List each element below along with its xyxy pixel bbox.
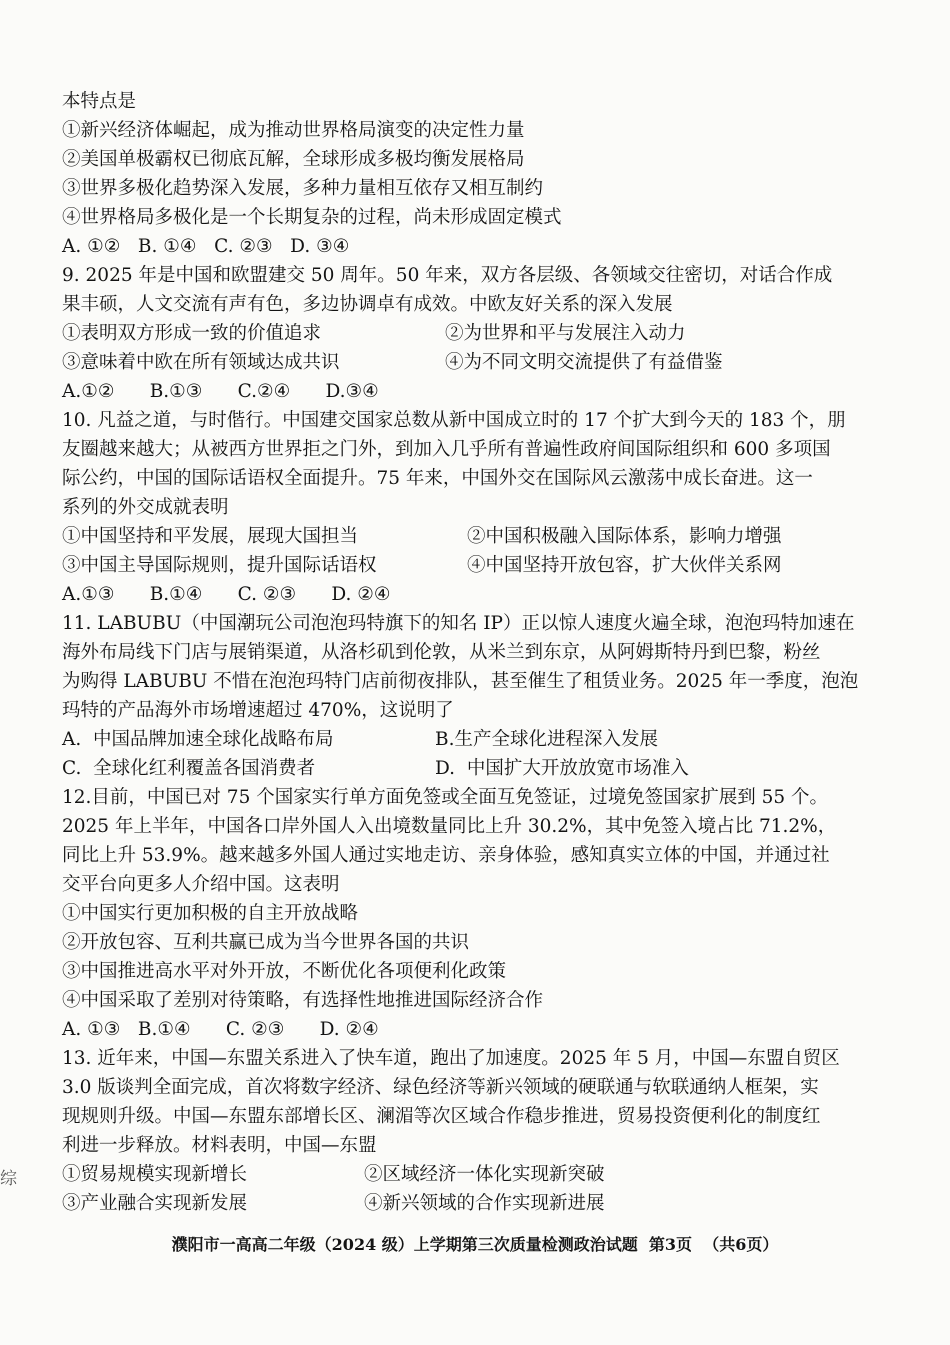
question-13: 13. 近年来，中国—东盟关系进入了快车道，跑出了加速度。2025 年 5 月，中国—东盟自贸区: [62, 1048, 840, 1069]
text-line: 交平台向更多人介绍中国。这表明: [62, 874, 340, 895]
option-left: ③中国主导国际规则，提升国际话语权: [62, 555, 377, 576]
page-footer: 濮阳市一高高二年级（2024 级）上学期第三次质量检测政治试题 第3页 （共6页）: [171, 1235, 779, 1254]
option-row: [62, 349, 723, 377]
option-row: [62, 726, 658, 754]
option-left: ①中国坚持和平发展，展现大国担当: [62, 526, 359, 547]
answer-choices: A. ①③ B.①④ C. ②③ D. ②④: [62, 1019, 379, 1040]
option-right: ④中国坚持开放包容，扩大伙伴关系网: [467, 555, 782, 576]
answer-choices: A.①③ B.①④ C. ②③ D. ②④: [62, 584, 391, 605]
answer-choices: A.①② B.①③ C.②④ D.③④: [62, 381, 379, 402]
option-right: D. 中国扩大开放放宽市场准入: [435, 758, 689, 779]
option-right: ②中国积极融入国际体系，影响力增强: [467, 526, 782, 547]
option-line: ②美国单极霸权已彻底瓦解，全球形成多极均衡发展格局: [62, 149, 525, 170]
text-line: 系列的外交成就表明: [62, 497, 229, 518]
option-line: ④中国采取了差别对待策略，有选择性地推进国际经济合作: [62, 990, 544, 1011]
answer-choices: A. ①② B. ①④ C. ②③ D. ③④: [62, 236, 350, 257]
option-row: [62, 320, 686, 348]
option-line: ①中国实行更加积极的自主开放战略: [62, 903, 359, 924]
option-row: [62, 755, 689, 783]
option-line: ③世界多极化趋势深入发展，多种力量相互依存又相互制约: [62, 178, 544, 199]
edge-mark: 综: [0, 1169, 17, 1189]
option-line: ④世界格局多极化是一个长期复杂的过程，尚未形成固定模式: [62, 207, 562, 228]
option-left: ③产业融合实现新发展: [62, 1193, 248, 1214]
option-left: A. 中国品牌加速全球化战略布局: [62, 729, 334, 750]
option-row: [62, 1161, 605, 1189]
text-line: 友圈越来越大；从被西方世界拒之门外，到加入几乎所有普遍性政府间国际组织和 600 多项国: [62, 439, 831, 460]
text-line: 现规则升级。中国—东盟东部增长区、澜湄等次区域合作稳步推进，贸易投资便利化的制度红: [62, 1106, 821, 1127]
text-line: 为购得 LABUBU 不惜在泡泡玛特门店前彻夜排队，甚至催生了租赁业务。2025 年一季度，泡泡: [62, 671, 859, 692]
option-left: ③意味着中欧在所有领域达成共识: [62, 352, 340, 373]
option-row: [62, 1190, 605, 1218]
option-right: B.生产全球化进程深入发展: [435, 729, 658, 750]
option-line: ①新兴经济体崛起，成为推动世界格局演变的决定性力量: [62, 120, 525, 141]
text-line: 同比上升 53.9%。越来越多外国人通过实地走访、亲身体验，感知真实立体的中国，并通过社: [62, 845, 830, 866]
option-line: ②开放包容、互利共赢已成为当今世界各国的共识: [62, 932, 470, 953]
option-row: [62, 552, 782, 580]
option-right: ④新兴领域的合作实现新进展: [364, 1193, 605, 1214]
text-line: 2025 年上半年，中国各口岸外国人入出境数量同比上升 30.2%，其中免签入境占比 71.2%，: [62, 816, 837, 837]
question-9: 9. 2025 年是中国和欧盟建交 50 周年。50 年来，双方各层级、各领域交往密切，对话合作成: [62, 265, 833, 286]
text-line: 海外布局线下门店与展销渠道，从洛杉矶到伦敦，从米兰到东京，从阿姆斯特丹到巴黎，粉丝: [62, 642, 821, 663]
text-line: 玛特的产品海外市场增速超过 470%，这说明了: [62, 700, 454, 721]
text-line: 果丰硕，人文交流有声有色，多边协调卓有成效。中欧友好关系的深入发展: [62, 294, 673, 315]
option-row: [62, 523, 782, 551]
text-line: 本特点是: [62, 91, 137, 112]
option-right: ②区域经济一体化实现新突破: [364, 1164, 605, 1185]
option-line: ③中国推进高水平对外开放，不断优化各项便利化政策: [62, 961, 507, 982]
option-left: C. 全球化红利覆盖各国消费者: [62, 758, 316, 779]
option-right: ②为世界和平与发展注入动力: [445, 323, 686, 344]
text-line: 际公约，中国的国际话语权全面提升。75 年来，中国外交在国际风云激荡中成长奋进。这一: [62, 468, 813, 489]
text-line: 3.0 版谈判全面完成，首次将数字经济、绿色经济等新兴领域的硬联通与软联通纳人框架，实: [62, 1077, 819, 1098]
question-10: 10. 凡益之道，与时偕行。中国建交国家总数从新中国成立时的 17 个扩大到今天的 183 个，朋: [62, 410, 846, 431]
text-line: 利进一步释放。材料表明，中国—东盟: [62, 1135, 377, 1156]
question-11: 11. LABUBU（中国潮玩公司泡泡玛特旗下的知名 IP）正以惊人速度火遍全球，泡泡玛特加速在: [62, 613, 855, 634]
question-12: 12.目前，中国已对 75 个国家实行单方面免签或全面互免签证，过境免签国家扩展到 55 个。: [62, 787, 829, 808]
option-left: ①表明双方形成一致的价值追求: [62, 323, 322, 344]
option-left: ①贸易规模实现新增长: [62, 1164, 248, 1185]
option-right: ④为不同文明交流提供了有益借鉴: [445, 352, 723, 373]
